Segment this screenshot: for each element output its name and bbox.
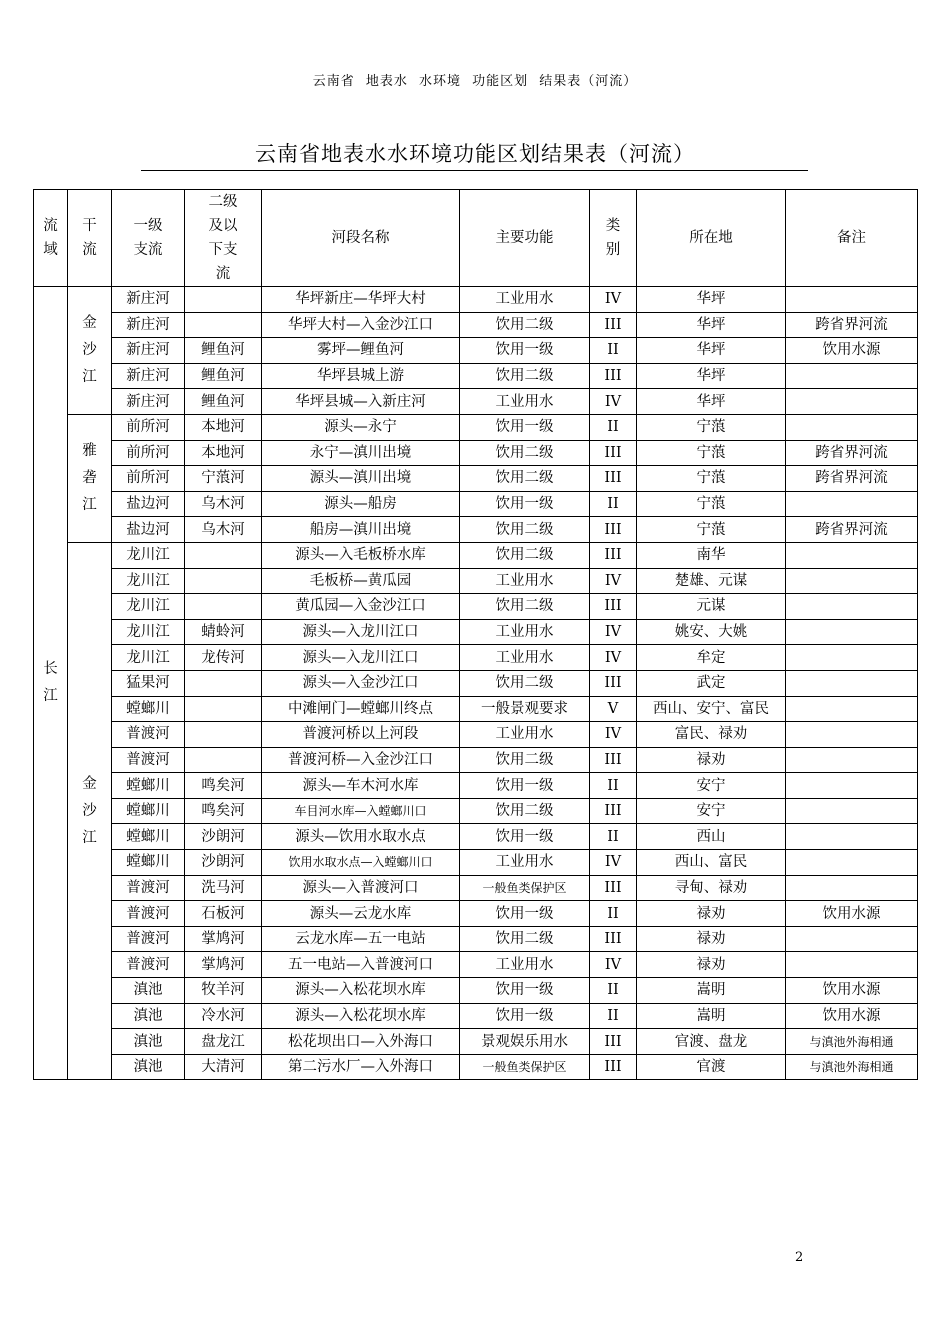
running-header: 云南省 地表水 水环境 功能区划 结果表（河流） bbox=[312, 74, 638, 89]
cell-category: IV bbox=[590, 568, 637, 594]
cell-remarks bbox=[786, 389, 918, 415]
cell-main-function: 饮用二级 bbox=[460, 517, 590, 543]
cell-primary-tributary: 螳螂川 bbox=[112, 773, 185, 799]
cell-location: 华坪 bbox=[637, 287, 786, 313]
cell-location: 宁蒗 bbox=[637, 414, 786, 440]
cell-secondary-tributary bbox=[185, 722, 262, 748]
cell-secondary-tributary: 沙朗河 bbox=[185, 824, 262, 850]
table-row bbox=[34, 747, 918, 773]
cell-category: IV bbox=[590, 287, 637, 313]
cell-primary-tributary: 盐边河 bbox=[112, 517, 185, 543]
cell-main-function: 饮用一级 bbox=[460, 338, 590, 364]
cell-secondary-tributary: 龙传河 bbox=[185, 645, 262, 671]
cell-primary-tributary: 滇池 bbox=[112, 1003, 185, 1029]
cell-primary-tributary: 普渡河 bbox=[112, 875, 185, 901]
table-row bbox=[34, 517, 918, 543]
cell-main-function: 饮用二级 bbox=[460, 312, 590, 338]
cell-main-function: 饮用二级 bbox=[460, 440, 590, 466]
table-row bbox=[34, 875, 918, 901]
column-header-section-name: 河段名称 bbox=[262, 190, 460, 287]
cell-category: III bbox=[590, 440, 637, 466]
cell-section-name: 云龙水库—五一电站 bbox=[262, 926, 460, 952]
cell-secondary-tributary: 大清河 bbox=[185, 1054, 262, 1080]
cell-section-name: 五一电站—入普渡河口 bbox=[262, 952, 460, 978]
table-row bbox=[34, 568, 918, 594]
cell-category: III bbox=[590, 1029, 637, 1055]
cell-secondary-tributary: 鲤鱼河 bbox=[185, 338, 262, 364]
cell-primary-tributary: 猛果河 bbox=[112, 670, 185, 696]
cell-secondary-tributary bbox=[185, 594, 262, 620]
cell-main-function: 饮用二级 bbox=[460, 926, 590, 952]
cell-main-function: 饮用一级 bbox=[460, 824, 590, 850]
cell-secondary-tributary: 宁蒗河 bbox=[185, 466, 262, 492]
cell-secondary-tributary: 蜻蛉河 bbox=[185, 619, 262, 645]
cell-category: III bbox=[590, 466, 637, 492]
cell-section-name: 源头—船房 bbox=[262, 491, 460, 517]
cell-location: 富民、禄劝 bbox=[637, 722, 786, 748]
table-row bbox=[34, 466, 918, 492]
cell-category: IV bbox=[590, 619, 637, 645]
cell-category: II bbox=[590, 773, 637, 799]
cell-main-function: 饮用一级 bbox=[460, 414, 590, 440]
cell-remarks bbox=[786, 568, 918, 594]
cell-location: 姚安、大姚 bbox=[637, 619, 786, 645]
cell-section-name: 源头—入毛板桥水库 bbox=[262, 542, 460, 568]
table-container bbox=[33, 189, 917, 1080]
cell-category: II bbox=[590, 824, 637, 850]
cell-section-name: 黄瓜园—入金沙江口 bbox=[262, 594, 460, 620]
table-row bbox=[34, 850, 918, 876]
cell-primary-tributary: 龙川江 bbox=[112, 542, 185, 568]
cell-section-name: 源头—入松花坝水库 bbox=[262, 1003, 460, 1029]
cell-main-function: 景观娱乐用水 bbox=[460, 1029, 590, 1055]
cell-remarks bbox=[786, 670, 918, 696]
cell-section-name: 毛板桥—黄瓜园 bbox=[262, 568, 460, 594]
cell-secondary-tributary: 鲤鱼河 bbox=[185, 363, 262, 389]
table-row bbox=[34, 1054, 918, 1080]
cell-remarks bbox=[786, 722, 918, 748]
cell-remarks bbox=[786, 875, 918, 901]
cell-location: 禄劝 bbox=[637, 926, 786, 952]
cell-remarks bbox=[786, 696, 918, 722]
column-header-main-function: 主要功能 bbox=[460, 190, 590, 287]
cell-section-name: 饮用水取水点—入螳螂川口 bbox=[262, 850, 460, 876]
column-header-remarks: 备注 bbox=[786, 190, 918, 287]
cell-primary-tributary: 龙川江 bbox=[112, 594, 185, 620]
cell-section-name: 源头—车木河水库 bbox=[262, 773, 460, 799]
cell-primary-tributary: 普渡河 bbox=[112, 926, 185, 952]
cell-location: 宁蒗 bbox=[637, 491, 786, 517]
cell-remarks: 饮用水源 bbox=[786, 338, 918, 364]
cell-category: III bbox=[590, 670, 637, 696]
cell-location: 西山 bbox=[637, 824, 786, 850]
cell-main-function: 饮用二级 bbox=[460, 594, 590, 620]
cell-category: III bbox=[590, 747, 637, 773]
cell-main-function: 饮用一级 bbox=[460, 978, 590, 1004]
cell-remarks: 饮用水源 bbox=[786, 901, 918, 927]
cell-primary-tributary: 滇池 bbox=[112, 1054, 185, 1080]
trunk-cell: 金沙江 bbox=[68, 542, 112, 1079]
cell-main-function: 饮用一级 bbox=[460, 901, 590, 927]
column-header-secondary-tributary: 二级及以下支流 bbox=[185, 190, 262, 287]
cell-remarks bbox=[786, 287, 918, 313]
table-row bbox=[34, 363, 918, 389]
cell-secondary-tributary: 盘龙江 bbox=[185, 1029, 262, 1055]
cell-category: III bbox=[590, 517, 637, 543]
cell-secondary-tributary: 乌木河 bbox=[185, 491, 262, 517]
cell-section-name: 华坪新庄—华坪大村 bbox=[262, 287, 460, 313]
cell-main-function: 饮用一级 bbox=[460, 1003, 590, 1029]
cell-main-function: 饮用二级 bbox=[460, 542, 590, 568]
cell-main-function: 工业用水 bbox=[460, 850, 590, 876]
cell-secondary-tributary: 乌木河 bbox=[185, 517, 262, 543]
basin-cell: 长江 bbox=[34, 287, 68, 1080]
table-row bbox=[34, 824, 918, 850]
table-row bbox=[34, 952, 918, 978]
cell-primary-tributary: 龙川江 bbox=[112, 568, 185, 594]
cell-location: 寻甸、禄劝 bbox=[637, 875, 786, 901]
cell-main-function: 工业用水 bbox=[460, 389, 590, 415]
column-header-primary-tributary: 一级支流 bbox=[112, 190, 185, 287]
cell-location: 西山、安宁、富民 bbox=[637, 696, 786, 722]
cell-secondary-tributary: 掌鸠河 bbox=[185, 952, 262, 978]
cell-section-name: 华坪县城上游 bbox=[262, 363, 460, 389]
cell-section-name: 源头—入普渡河口 bbox=[262, 875, 460, 901]
cell-remarks: 与滇池外海相通 bbox=[786, 1029, 918, 1055]
cell-section-name: 源头—入龙川江口 bbox=[262, 645, 460, 671]
cell-category: III bbox=[590, 594, 637, 620]
cell-primary-tributary: 龙川江 bbox=[112, 619, 185, 645]
table-row bbox=[34, 491, 918, 517]
cell-section-name: 中滩闸门—螳螂川终点 bbox=[262, 696, 460, 722]
cell-location: 华坪 bbox=[637, 363, 786, 389]
table-row bbox=[34, 978, 918, 1004]
cell-category: II bbox=[590, 414, 637, 440]
cell-category: II bbox=[590, 491, 637, 517]
cell-secondary-tributary bbox=[185, 312, 262, 338]
cell-secondary-tributary: 牧羊河 bbox=[185, 978, 262, 1004]
cell-remarks bbox=[786, 619, 918, 645]
table-row bbox=[34, 926, 918, 952]
cell-section-name: 松花坝出口—入外海口 bbox=[262, 1029, 460, 1055]
cell-primary-tributary: 滇池 bbox=[112, 1029, 185, 1055]
cell-main-function: 工业用水 bbox=[460, 722, 590, 748]
cell-location: 楚雄、元谋 bbox=[637, 568, 786, 594]
page-number: 2 bbox=[795, 1250, 804, 1265]
table-row bbox=[34, 798, 918, 824]
cell-location: 宁蒗 bbox=[637, 440, 786, 466]
cell-category: III bbox=[590, 312, 637, 338]
table-row bbox=[34, 773, 918, 799]
table-body bbox=[34, 287, 918, 1080]
cell-category: IV bbox=[590, 722, 637, 748]
cell-category: IV bbox=[590, 952, 637, 978]
cell-remarks: 跨省界河流 bbox=[786, 466, 918, 492]
cell-remarks: 跨省界河流 bbox=[786, 312, 918, 338]
cell-primary-tributary: 螳螂川 bbox=[112, 850, 185, 876]
cell-location: 禄劝 bbox=[637, 901, 786, 927]
document-title: 云南省地表水水环境功能区划结果表（河流） bbox=[255, 142, 695, 166]
cell-remarks bbox=[786, 542, 918, 568]
column-header-trunk: 干流 bbox=[68, 190, 112, 287]
cell-primary-tributary: 螳螂川 bbox=[112, 798, 185, 824]
cell-primary-tributary: 普渡河 bbox=[112, 952, 185, 978]
cell-section-name: 源头—入金沙江口 bbox=[262, 670, 460, 696]
cell-main-function: 一般鱼类保护区 bbox=[460, 875, 590, 901]
cell-section-name: 雾坪—鲤鱼河 bbox=[262, 338, 460, 364]
table-row bbox=[34, 414, 918, 440]
cell-remarks bbox=[786, 824, 918, 850]
cell-location: 禄劝 bbox=[637, 952, 786, 978]
table-row bbox=[34, 901, 918, 927]
cell-remarks bbox=[786, 926, 918, 952]
cell-remarks: 跨省界河流 bbox=[786, 517, 918, 543]
table-row bbox=[34, 645, 918, 671]
cell-primary-tributary: 前所河 bbox=[112, 414, 185, 440]
cell-secondary-tributary: 冷水河 bbox=[185, 1003, 262, 1029]
cell-secondary-tributary bbox=[185, 696, 262, 722]
table-row bbox=[34, 287, 918, 313]
cell-remarks bbox=[786, 952, 918, 978]
cell-category: V bbox=[590, 696, 637, 722]
cell-secondary-tributary bbox=[185, 747, 262, 773]
cell-section-name: 源头—入松花坝水库 bbox=[262, 978, 460, 1004]
cell-main-function: 饮用一级 bbox=[460, 491, 590, 517]
cell-category: II bbox=[590, 338, 637, 364]
cell-main-function: 饮用一级 bbox=[460, 773, 590, 799]
cell-primary-tributary: 前所河 bbox=[112, 466, 185, 492]
cell-section-name: 源头—永宁 bbox=[262, 414, 460, 440]
cell-location: 华坪 bbox=[637, 312, 786, 338]
cell-category: II bbox=[590, 978, 637, 1004]
cell-secondary-tributary bbox=[185, 542, 262, 568]
cell-category: IV bbox=[590, 850, 637, 876]
cell-secondary-tributary bbox=[185, 670, 262, 696]
cell-secondary-tributary: 本地河 bbox=[185, 440, 262, 466]
cell-section-name: 第二污水厂—入外海口 bbox=[262, 1054, 460, 1080]
cell-primary-tributary: 新庄河 bbox=[112, 389, 185, 415]
cell-main-function: 一般鱼类保护区 bbox=[460, 1054, 590, 1080]
cell-remarks bbox=[786, 645, 918, 671]
cell-section-name: 永宁—滇川出境 bbox=[262, 440, 460, 466]
cell-primary-tributary: 新庄河 bbox=[112, 363, 185, 389]
trunk-cell: 金沙江 bbox=[68, 287, 112, 415]
cell-primary-tributary: 普渡河 bbox=[112, 901, 185, 927]
cell-main-function: 工业用水 bbox=[460, 619, 590, 645]
cell-remarks: 跨省界河流 bbox=[786, 440, 918, 466]
cell-section-name: 源头—云龙水库 bbox=[262, 901, 460, 927]
cell-primary-tributary: 龙川江 bbox=[112, 645, 185, 671]
cell-remarks: 饮用水源 bbox=[786, 1003, 918, 1029]
cell-remarks bbox=[786, 363, 918, 389]
cell-category: III bbox=[590, 1054, 637, 1080]
column-header-basin: 流域 bbox=[34, 190, 68, 287]
cell-category: III bbox=[590, 875, 637, 901]
table-row bbox=[34, 594, 918, 620]
cell-section-name: 源头—滇川出境 bbox=[262, 466, 460, 492]
table-row bbox=[34, 696, 918, 722]
cell-secondary-tributary: 洗马河 bbox=[185, 875, 262, 901]
cell-category: IV bbox=[590, 389, 637, 415]
cell-section-name: 源头—饮用水取水点 bbox=[262, 824, 460, 850]
cell-main-function: 一般景观要求 bbox=[460, 696, 590, 722]
cell-location: 嵩明 bbox=[637, 1003, 786, 1029]
table-header-row bbox=[34, 190, 918, 287]
cell-remarks bbox=[786, 798, 918, 824]
cell-remarks: 饮用水源 bbox=[786, 978, 918, 1004]
cell-remarks bbox=[786, 850, 918, 876]
cell-category: III bbox=[590, 542, 637, 568]
cell-primary-tributary: 盐边河 bbox=[112, 491, 185, 517]
cell-main-function: 饮用二级 bbox=[460, 363, 590, 389]
column-header-location: 所在地 bbox=[637, 190, 786, 287]
cell-location: 官渡 bbox=[637, 1054, 786, 1080]
cell-location: 华坪 bbox=[637, 389, 786, 415]
water-function-table bbox=[33, 189, 918, 1080]
cell-section-name: 源头—入龙川江口 bbox=[262, 619, 460, 645]
cell-location: 华坪 bbox=[637, 338, 786, 364]
cell-section-name: 普渡河桥—入金沙江口 bbox=[262, 747, 460, 773]
cell-section-name: 华坪县城—入新庄河 bbox=[262, 389, 460, 415]
cell-location: 禄劝 bbox=[637, 747, 786, 773]
cell-category: III bbox=[590, 363, 637, 389]
cell-main-function: 饮用二级 bbox=[460, 798, 590, 824]
cell-primary-tributary: 新庄河 bbox=[112, 287, 185, 313]
cell-location: 西山、富民 bbox=[637, 850, 786, 876]
cell-main-function: 工业用水 bbox=[460, 568, 590, 594]
cell-location: 南华 bbox=[637, 542, 786, 568]
cell-primary-tributary: 滇池 bbox=[112, 978, 185, 1004]
cell-main-function: 饮用二级 bbox=[460, 747, 590, 773]
cell-location: 安宁 bbox=[637, 798, 786, 824]
table-row bbox=[34, 619, 918, 645]
cell-category: II bbox=[590, 1003, 637, 1029]
table-row bbox=[34, 338, 918, 364]
cell-primary-tributary: 前所河 bbox=[112, 440, 185, 466]
cell-remarks bbox=[786, 594, 918, 620]
cell-location: 牟定 bbox=[637, 645, 786, 671]
cell-main-function: 饮用二级 bbox=[460, 670, 590, 696]
cell-secondary-tributary: 鸣矣河 bbox=[185, 798, 262, 824]
cell-location: 安宁 bbox=[637, 773, 786, 799]
table-row bbox=[34, 1003, 918, 1029]
cell-secondary-tributary bbox=[185, 568, 262, 594]
cell-location: 嵩明 bbox=[637, 978, 786, 1004]
cell-primary-tributary: 普渡河 bbox=[112, 722, 185, 748]
cell-section-name: 车目河水库—入螳螂川口 bbox=[262, 798, 460, 824]
cell-location: 宁蒗 bbox=[637, 517, 786, 543]
cell-secondary-tributary: 沙朗河 bbox=[185, 850, 262, 876]
table-row bbox=[34, 440, 918, 466]
cell-location: 官渡、盘龙 bbox=[637, 1029, 786, 1055]
table-row bbox=[34, 542, 918, 568]
cell-primary-tributary: 新庄河 bbox=[112, 338, 185, 364]
cell-remarks bbox=[786, 747, 918, 773]
cell-category: III bbox=[590, 926, 637, 952]
cell-location: 武定 bbox=[637, 670, 786, 696]
cell-primary-tributary: 螳螂川 bbox=[112, 824, 185, 850]
cell-secondary-tributary: 本地河 bbox=[185, 414, 262, 440]
cell-secondary-tributary bbox=[185, 287, 262, 313]
cell-remarks bbox=[786, 773, 918, 799]
cell-secondary-tributary: 石板河 bbox=[185, 901, 262, 927]
cell-section-name: 华坪大村—入金沙江口 bbox=[262, 312, 460, 338]
cell-remarks bbox=[786, 491, 918, 517]
cell-category: II bbox=[590, 901, 637, 927]
cell-main-function: 工业用水 bbox=[460, 952, 590, 978]
trunk-cell: 雅砻江 bbox=[68, 414, 112, 542]
table-row bbox=[34, 312, 918, 338]
cell-primary-tributary: 新庄河 bbox=[112, 312, 185, 338]
cell-main-function: 工业用水 bbox=[460, 287, 590, 313]
column-header-category: 类别 bbox=[590, 190, 637, 287]
cell-secondary-tributary: 鲤鱼河 bbox=[185, 389, 262, 415]
cell-section-name: 普渡河桥以上河段 bbox=[262, 722, 460, 748]
cell-primary-tributary: 螳螂川 bbox=[112, 696, 185, 722]
title-underline bbox=[141, 170, 808, 171]
cell-main-function: 工业用水 bbox=[460, 645, 590, 671]
cell-main-function: 饮用二级 bbox=[460, 466, 590, 492]
cell-primary-tributary: 普渡河 bbox=[112, 747, 185, 773]
table-row bbox=[34, 670, 918, 696]
cell-location: 宁蒗 bbox=[637, 466, 786, 492]
cell-secondary-tributary: 鸣矣河 bbox=[185, 773, 262, 799]
cell-remarks bbox=[786, 414, 918, 440]
table-row bbox=[34, 389, 918, 415]
cell-location: 元谋 bbox=[637, 594, 786, 620]
cell-category: III bbox=[590, 798, 637, 824]
cell-category: IV bbox=[590, 645, 637, 671]
cell-remarks: 与滇池外海相通 bbox=[786, 1054, 918, 1080]
cell-section-name: 船房—滇川出境 bbox=[262, 517, 460, 543]
table-row bbox=[34, 1029, 918, 1055]
cell-secondary-tributary: 掌鸠河 bbox=[185, 926, 262, 952]
table-row bbox=[34, 722, 918, 748]
